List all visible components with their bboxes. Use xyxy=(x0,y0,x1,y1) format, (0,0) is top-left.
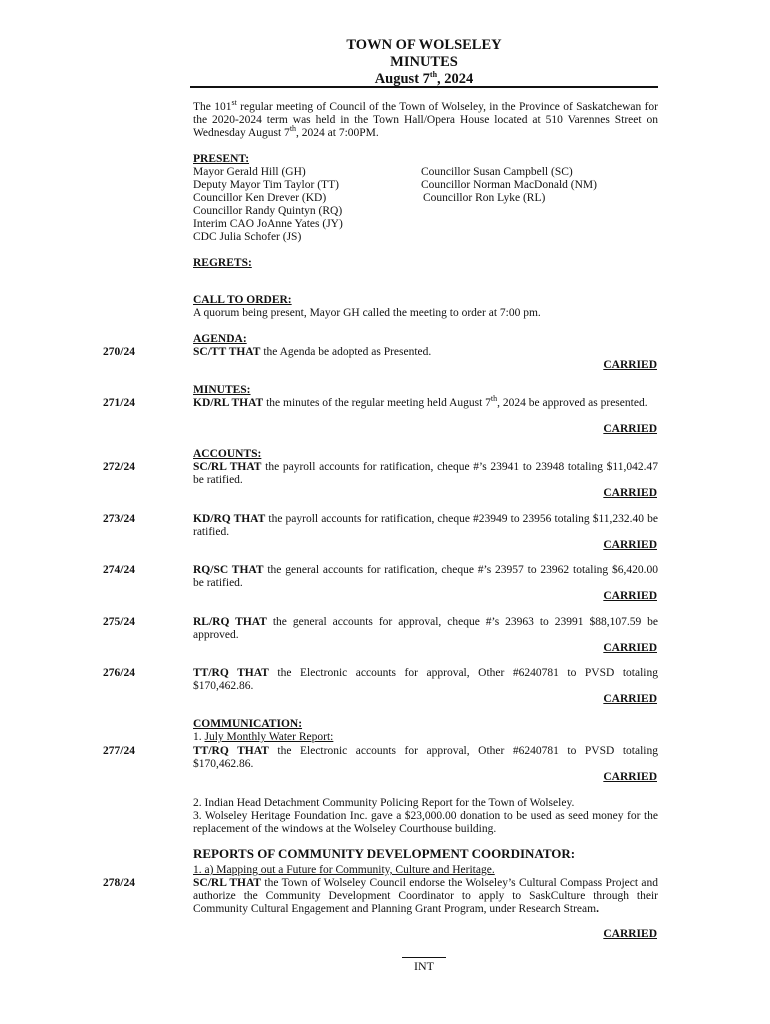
attendee: Interim CAO JoAnne Yates (JY) xyxy=(193,218,343,230)
carried-label: CARRIED xyxy=(603,539,657,551)
communication-subheading: 1. July Monthly Water Report: xyxy=(193,731,334,743)
carried-label: CARRIED xyxy=(603,423,657,435)
carried-label: CARRIED xyxy=(603,359,657,371)
attendee: Councillor Ken Drever (KD) xyxy=(193,192,327,204)
call-to-order-heading: CALL TO ORDER: xyxy=(193,294,292,306)
attendee: Councillor Ron Lyke (RL) xyxy=(423,192,546,204)
carried-label: CARRIED xyxy=(603,487,657,499)
motion-text: TT/RQ THAT the Electronic accounts for approval, Other #6240781 to PVSD totaling $170,462.86. xyxy=(193,667,658,692)
communication-heading: COMMUNICATION: xyxy=(193,718,303,730)
attendee: Councillor Norman MacDonald (NM) xyxy=(421,179,597,191)
attendee: Mayor Gerald Hill (GH) xyxy=(193,166,306,178)
motion-number: 274/24 xyxy=(103,564,135,576)
motion-text: TT/RQ THAT the Electronic accounts for approval, Other #6240781 to PVSD totaling $170,462.86. xyxy=(193,745,658,770)
motion-number: 272/24 xyxy=(103,461,135,473)
carried-label: CARRIED xyxy=(603,771,657,783)
motion-text: SC/RL THAT the Town of Wolseley Council endorse the Wolseley’s Cultural Compass Project and authorize the Community Development Coordinator to apply to SaskCulture through their Community Cultural Engagement and Planning Grant Program, under Research Stream. xyxy=(193,877,658,915)
present-heading: PRESENT: xyxy=(193,153,250,165)
carried-label: CARRIED xyxy=(603,693,657,705)
cdc-reports-heading: REPORTS OF COMMUNITY DEVELOPMENT COORDINATOR: xyxy=(193,846,576,861)
motion-text: KD/RQ THAT the payroll accounts for ratification, cheque #23949 to 23956 totaling $11,232.40 be ratified. xyxy=(193,513,658,538)
carried-label: CARRIED xyxy=(603,590,657,602)
header-rule xyxy=(190,86,658,88)
call-to-order-text: A quorum being present, Mayor GH called the meeting to order at 7:00 pm. xyxy=(193,307,541,319)
motion-number: 278/24 xyxy=(103,877,135,889)
regrets-heading: REGRETS: xyxy=(193,257,252,269)
motion-number: 273/24 xyxy=(103,513,135,525)
motion-text: KD/RL THAT the minutes of the regular meeting held August 7th, 2024 be approved as presented. xyxy=(193,394,648,409)
document-title: MINUTES xyxy=(390,54,458,70)
intro-paragraph: The 101st regular meeting of Council of the Town of Wolseley, in the Province of Saskatchewan for the 2020-2024 term was held in the Town Hall/Opera House located at 510 Varennes Street on Wednesday August 7th, 2024 at 7:00PM. xyxy=(193,98,659,139)
communication-item: 2. Indian Head Detachment Community Policing Report for the Town of Wolseley. xyxy=(193,797,575,809)
meeting-date: August 7th, 2024 xyxy=(374,70,474,87)
attendee: Deputy Mayor Tim Taylor (TT) xyxy=(193,179,339,191)
carried-label: CARRIED xyxy=(603,642,657,654)
carried-label: CARRIED xyxy=(603,928,657,940)
communication-item: 3. Wolseley Heritage Foundation Inc. gave a $23,000.00 donation to be used as seed money for the replacement of the windows at the Wolseley Courthouse building. xyxy=(193,810,658,835)
attendee: Councillor Susan Campbell (SC) xyxy=(421,166,573,178)
initials-field: INT xyxy=(414,959,434,973)
present-list-right xyxy=(421,166,661,205)
motion-number: 271/24 xyxy=(103,397,135,409)
motion-text: SC/TT THAT the Agenda be adopted as Presented. xyxy=(193,346,432,358)
motion-number: 270/24 xyxy=(103,346,135,358)
cdc-subheading: 1. a) Mapping out a Future for Community, Culture and Heritage. xyxy=(193,864,495,876)
motion-text: SC/RL THAT the payroll accounts for ratification, cheque #’s 23941 to 23948 totaling $11,042.47 be ratified. xyxy=(193,461,658,486)
accounts-heading: ACCOUNTS: xyxy=(193,448,262,460)
initials-line xyxy=(402,957,446,958)
motion-number: 275/24 xyxy=(103,616,135,628)
motion-text: RQ/SC THAT the general accounts for ratification, cheque #’s 23957 to 23962 totaling $6,420.00 be ratified. xyxy=(193,564,658,589)
minutes-heading: MINUTES: xyxy=(193,384,251,396)
motion-number: 277/24 xyxy=(103,745,135,757)
motion-text: RL/RQ THAT the general accounts for approval, cheque #’s 23963 to 23991 $88,107.59 be approved. xyxy=(193,616,658,641)
agenda-heading: AGENDA: xyxy=(193,333,247,345)
motion-number: 276/24 xyxy=(103,667,135,679)
attendee: CDC Julia Schofer (JS) xyxy=(193,231,302,243)
attendee: Councillor Randy Quintyn (RQ) xyxy=(193,205,343,217)
town-title: TOWN OF WOLSELEY xyxy=(346,37,502,53)
